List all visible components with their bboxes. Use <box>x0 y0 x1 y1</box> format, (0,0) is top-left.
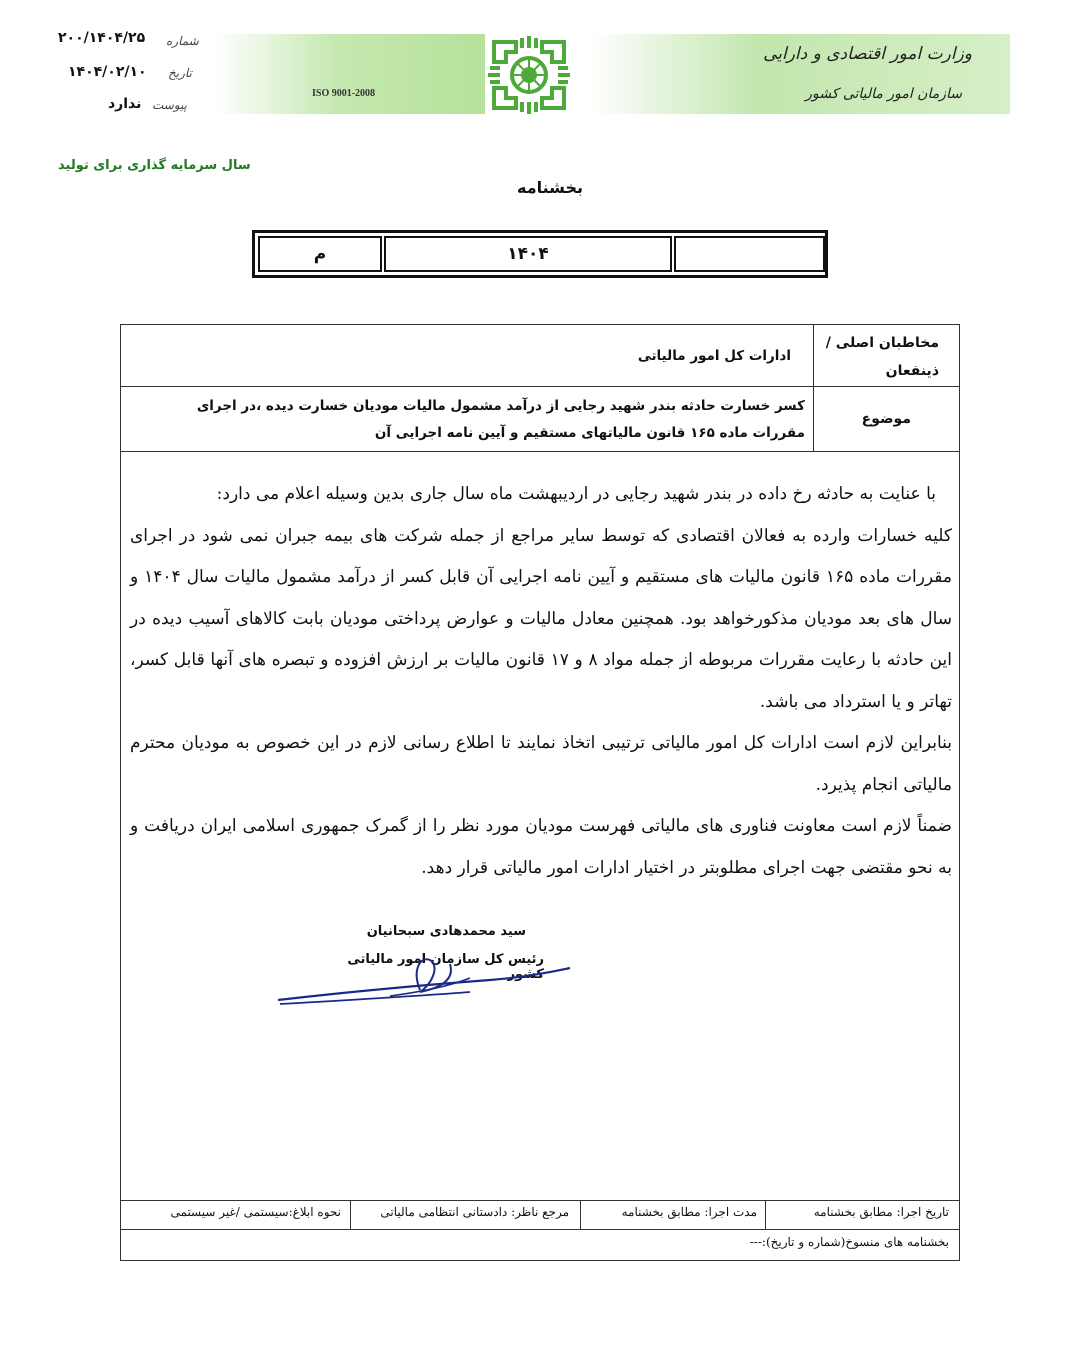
body-paragraph-3: بنابراین لازم است ادارات کل امور مالیاتی ترتیبی اتخاذ نمایند تا اطلاع رسانی لازم در این خصوص به مودیان محترم مالیاتی انجام پذیرد. <box>130 733 952 795</box>
iso-label: ISO 9001-2008 <box>312 88 376 99</box>
year-slogan: سال سرمایه گذاری برای تولید <box>58 158 251 173</box>
number-box-serial <box>674 236 825 272</box>
body-paragraph-1: با عنایت به حادثه رخ داده در بندر شهید رجایی در اردیبهشت ماه سال جاری بدین وسیله اعلام می دارد: <box>216 484 936 504</box>
addressees-label: مخاطبان اصلی / ذینفعان <box>825 335 939 379</box>
number-box-letter: م <box>258 236 382 272</box>
subject-label: موضوع <box>861 411 911 427</box>
number-value: ۲۰۰/۱۴۰۴/۲۵ <box>58 30 146 46</box>
footer-exec-date: تاریخ اجرا: مطابق بخشنامه <box>813 1205 949 1219</box>
attachment-label: پیوست <box>152 98 187 112</box>
tax-organization-emblem-icon <box>486 32 572 118</box>
signer-name: سید محمدهادی سبحانیان <box>366 924 526 939</box>
body-paragraph-2: کلیه خسارات وارده به فعالان اقتصادی که توسط سایر مراجع از جمله شرکت های بیمه جبران نمی شود در اجرای مقررات ماده ۱۶۵ قانون مالیات های مستقیم و آیین نامه اجرایی آن قابل کسر از درآمد مشمول مالیات سال ۱۴۰۴ و سال های بعد مودیان مذکورخواهد بود. همچنین معادل مالیات و عوارض پرداختی مودیان بابت کالاهای آسیب دیده در این حادثه با رعایت مقررات مربوطه از جمله مواد ۸ و ۱۷ قانون مالیات بر ارزش افزوده و تبصره های آنها قابل کسر، تهاتر و یا استرداد می باشد. <box>130 525 952 712</box>
footer-abrogated: بخشنامه های منسوخ(شماره و تاریخ):--- <box>749 1235 949 1249</box>
subject-value: کسر خسارت حادثه بندر شهید رجایی از درآمد مشمول مالیات مودیان خسارت دیده ،در اجرای مقررات ماده ۱۶۵ قانون مالیاتهای مستقیم و آیین نامه اجرایی آن <box>196 398 805 441</box>
ministry-name: وزارت امور اقتصادی و دارایی <box>763 44 972 64</box>
body-paragraph-4: ضمناً لازم است معاونت فناوری های مالیاتی فهرست مودیان مورد نظر را از گمرک جمهوری اسلامی ایران دریافت و به نحو مقتضی جهت اجرای مطلوبتر در اختیار ادارات امور مالیاتی قرار دهد. <box>130 816 952 878</box>
date-value: ۱۴۰۴/۰۲/۱۰ <box>68 64 147 80</box>
date-label: تاریخ <box>168 66 192 80</box>
number-box-year: ۱۴۰۴ <box>384 236 672 272</box>
addressees-value: ادارات کل امور مالیاتی <box>637 348 791 364</box>
circular-number-box <box>252 230 828 278</box>
handwritten-signature <box>270 950 580 1010</box>
document-type-title: بخشنامه <box>517 178 583 197</box>
number-label: شماره <box>166 34 199 48</box>
footer-duration: مدت اجرا: مطابق بخشنامه <box>621 1205 757 1219</box>
circular-body <box>130 474 952 889</box>
footer-notification: نحوه ابلاغ:سیستمی /غیر سیستمی <box>170 1205 341 1219</box>
signer-title: رئیس کل سازمان امور مالیاتی کشور <box>347 952 544 982</box>
header-band-left <box>215 34 485 114</box>
footer-supervisor: مرجع ناظر: دادستانی انتظامی مالیاتی <box>380 1205 569 1219</box>
attachment-value: ندارد <box>108 96 142 112</box>
organization-name: سازمان امور مالیاتی کشور <box>805 86 962 102</box>
